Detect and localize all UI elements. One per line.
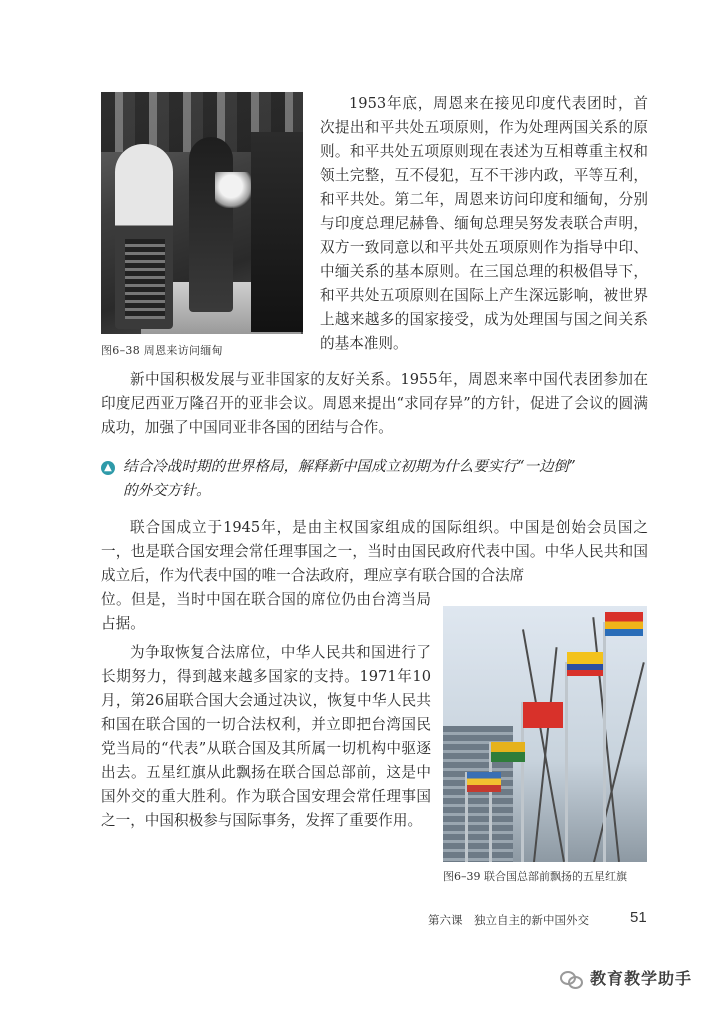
page-number: 51 [630, 909, 647, 926]
flag-pole [565, 662, 568, 862]
question-arrow-icon: ▲ [101, 461, 115, 475]
flag-pole [603, 622, 606, 862]
paragraph-five-principles: 1953年底，周恩来在接见印度代表团时，首次提出和平共处五项原则，作为处理两国关系的原则。和平共处五项原则现在表述为互相尊重主权和领土完整，互不侵犯，互不干涉内政，平等互利，和平共处。第二年，周恩来访问印度和缅甸，分别与印度总理尼赫鲁、缅甸总理吴努发表联合声明，双方一致同意以和平共处五项原则作为指导中印、中缅关系的基本原则。在三国总理的积极倡导下，和平共处五项原则在国际上产生深远影响，被世界上越来越多的国家接受，成为处理国与国之间关系的基本准则。 [320, 95, 648, 352]
figure-right [251, 132, 303, 332]
tree-branch [522, 629, 565, 862]
photo-zhou-enlai-visit-burma [101, 92, 303, 334]
figure-center [189, 137, 233, 312]
flag [491, 742, 525, 762]
figure-left [115, 144, 173, 329]
question-text-line1: 结合冷战时期的世界格局，解释新中国成立初期为什么要实行“一边倒” [123, 458, 576, 475]
paragraph-united-nations: 联合国成立于1945年，是由主权国家组成的国际组织。中国是创始会员国之一，也是联合国安理会常任理事国之一，当时由国民政府代表中国。中华人民共和国成立后，作为代表中国的唯一合法政府，理应享有联合国的合法席 [101, 519, 648, 584]
paragraph-united-nations-tail: 位。但是，当时中国在联合国的席位仍由台湾当局占据。 [101, 591, 431, 632]
chapter-footer: 第六课 独立自主的新中国外交 [428, 913, 589, 927]
wechat-icon [560, 969, 582, 987]
figure-caption-6-39: 图6–39 联合国总部前飘扬的五星红旗 [443, 870, 627, 883]
watermark-text: 教育教学助手 [590, 969, 693, 988]
flower-bouquet [215, 172, 255, 208]
flag [467, 772, 501, 792]
question-text-line2: 的外交方针。 [123, 482, 211, 499]
figure-caption-6-38: 图6–38 周恩来访问缅甸 [101, 344, 223, 357]
flag [605, 612, 643, 636]
watermark [560, 966, 692, 989]
paragraph-bandung-conference: 新中国积极发展与亚非国家的友好关系。1955年，周恩来率中国代表团参加在印度尼西亚万隆召开的亚非会议。周恩来提出“求同存异”的方针，促进了会议的圆满成功，加强了中国同亚非各国的团结与合作。 [101, 371, 648, 436]
five-star-red-flag [523, 702, 563, 728]
paragraph-restore-seat: 为争取恢复合法席位，中华人民共和国进行了长期努力，得到越来越多国家的支持。1971年10月，第26届联合国大会通过决议，恢复中华人民共和国在联合国的一切合法权利，并立即把台湾国民党当局的“代表”从联合国及其所属一切机构中驱逐出去。五星红旗从此飘扬在联合国总部前，这是中国外交的重大胜利。作为联合国安理会常任理事国之一，中国积极参与国际事务，发挥了重要作用。 [101, 644, 431, 829]
photo-un-flags [443, 606, 647, 862]
figure-skirt [125, 239, 165, 319]
flag [567, 652, 603, 676]
discussion-question [101, 455, 648, 503]
